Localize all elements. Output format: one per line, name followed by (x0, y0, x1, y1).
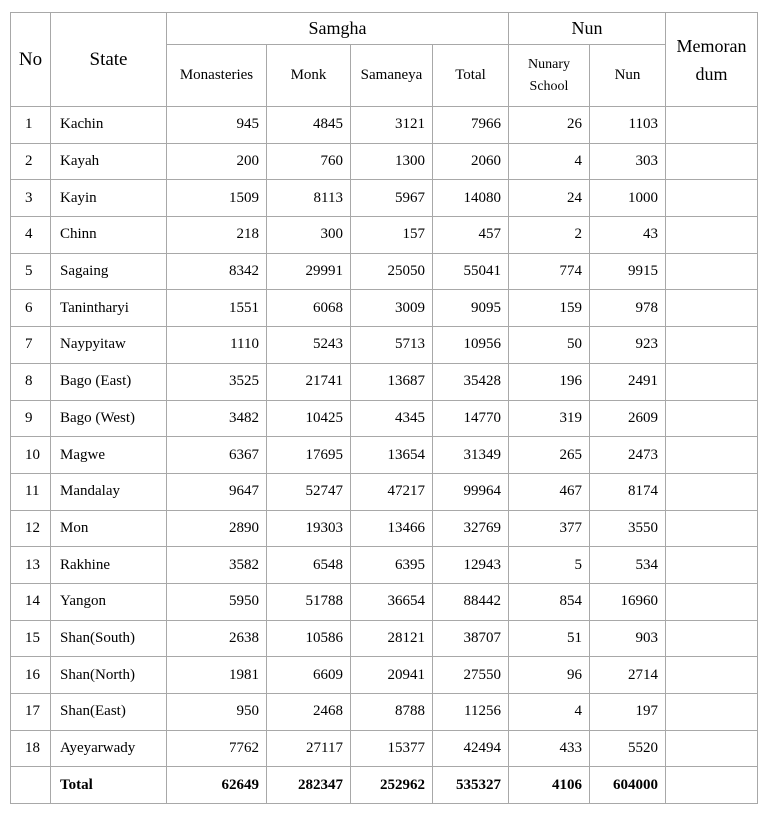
table-row (11, 253, 758, 290)
memorandum-cell (666, 290, 758, 327)
total-cell: 7966 (433, 107, 509, 144)
memorandum-cell (666, 107, 758, 144)
total-cell: 35428 (433, 363, 509, 400)
nunary-school-cell: 51 (509, 620, 590, 657)
total-cell: 2060 (433, 143, 509, 180)
row-number: 15 (11, 620, 51, 657)
nun-cell: 2609 (590, 400, 666, 437)
header-nun-group: Nun (509, 13, 666, 45)
total-cell: 14080 (433, 180, 509, 217)
nunary-school-cell: 4 (509, 143, 590, 180)
monk-cell: 10425 (267, 400, 351, 437)
monasteries-cell: 1110 (167, 327, 267, 364)
header-samaneya: Samaneya (351, 45, 433, 107)
nunary-school-cell: 265 (509, 437, 590, 474)
table-row (11, 143, 758, 180)
table-row (11, 730, 758, 767)
memorandum-cell (666, 143, 758, 180)
monk-cell: 27117 (267, 730, 351, 767)
row-number: 13 (11, 547, 51, 584)
memorandum-cell (666, 583, 758, 620)
samaneya-cell: 15377 (351, 730, 433, 767)
row-number: 8 (11, 363, 51, 400)
table-row (11, 437, 758, 474)
state-name: Magwe (51, 437, 167, 474)
samaneya-cell: 47217 (351, 473, 433, 510)
header-no: No (11, 13, 51, 107)
total-cell: 11256 (433, 694, 509, 731)
total-cell: 99964 (433, 473, 509, 510)
statistics-table-container (10, 12, 758, 804)
monasteries-cell: 1981 (167, 657, 267, 694)
nunary-school-cell: 96 (509, 657, 590, 694)
nun-cell: 1103 (590, 107, 666, 144)
header-monasteries: Monasteries (167, 45, 267, 107)
monasteries-cell: 3482 (167, 400, 267, 437)
state-name: Bago (West) (51, 400, 167, 437)
monk-cell: 4845 (267, 107, 351, 144)
totals-samaneya: 252962 (351, 767, 433, 804)
monk-cell: 19303 (267, 510, 351, 547)
monk-cell: 10586 (267, 620, 351, 657)
monasteries-cell: 1551 (167, 290, 267, 327)
monasteries-cell: 8342 (167, 253, 267, 290)
state-name: Shan(South) (51, 620, 167, 657)
header-state: State (51, 13, 167, 107)
row-number: 17 (11, 694, 51, 731)
nunary-school-cell: 4 (509, 694, 590, 731)
header-samgha-group: Samgha (167, 13, 509, 45)
total-cell: 55041 (433, 253, 509, 290)
nunary-school-cell: 854 (509, 583, 590, 620)
monk-cell: 8113 (267, 180, 351, 217)
monasteries-cell: 9647 (167, 473, 267, 510)
header-memorandum (666, 13, 758, 107)
nunary-school-cell: 24 (509, 180, 590, 217)
totals-nunary-school: 4106 (509, 767, 590, 804)
nunary-school-cell: 433 (509, 730, 590, 767)
nun-cell: 5520 (590, 730, 666, 767)
memorandum-cell (666, 473, 758, 510)
state-name: Sagaing (51, 253, 167, 290)
header-nunary-line2: School (529, 78, 569, 94)
nunary-school-cell: 159 (509, 290, 590, 327)
table-row (11, 657, 758, 694)
monk-cell: 17695 (267, 437, 351, 474)
table-row (11, 290, 758, 327)
nunary-school-cell: 377 (509, 510, 590, 547)
row-number: 9 (11, 400, 51, 437)
row-number: 11 (11, 473, 51, 510)
nun-cell: 197 (590, 694, 666, 731)
table-row (11, 107, 758, 144)
state-name: Naypyitaw (51, 327, 167, 364)
monasteries-cell: 7762 (167, 730, 267, 767)
nun-cell: 978 (590, 290, 666, 327)
totals-nun: 604000 (590, 767, 666, 804)
state-name: Ayeyarwady (51, 730, 167, 767)
header-monk: Monk (267, 45, 351, 107)
samgha-nun-statistics-table (10, 12, 758, 804)
total-cell: 9095 (433, 290, 509, 327)
monk-cell: 2468 (267, 694, 351, 731)
state-name: Kachin (51, 107, 167, 144)
monk-cell: 21741 (267, 363, 351, 400)
monasteries-cell: 2638 (167, 620, 267, 657)
state-name: Tanintharyi (51, 290, 167, 327)
state-name: Kayah (51, 143, 167, 180)
memorandum-cell (666, 437, 758, 474)
totals-row (11, 767, 758, 804)
samaneya-cell: 20941 (351, 657, 433, 694)
monasteries-cell: 6367 (167, 437, 267, 474)
total-cell: 88442 (433, 583, 509, 620)
samaneya-cell: 157 (351, 217, 433, 254)
nunary-school-cell: 467 (509, 473, 590, 510)
table-header (11, 13, 758, 107)
monk-cell: 51788 (267, 583, 351, 620)
total-cell: 32769 (433, 510, 509, 547)
state-name: Shan(North) (51, 657, 167, 694)
samaneya-cell: 28121 (351, 620, 433, 657)
table-row (11, 620, 758, 657)
nun-cell: 303 (590, 143, 666, 180)
header-nun: Nun (590, 45, 666, 107)
monasteries-cell: 2890 (167, 510, 267, 547)
header-nunary-line1: Nunary (528, 56, 570, 72)
nunary-school-cell: 50 (509, 327, 590, 364)
row-number: 2 (11, 143, 51, 180)
row-number: 18 (11, 730, 51, 767)
samaneya-cell: 25050 (351, 253, 433, 290)
totals-no-cell (11, 767, 51, 804)
monasteries-cell: 1509 (167, 180, 267, 217)
nunary-school-cell: 774 (509, 253, 590, 290)
table-row (11, 400, 758, 437)
memorandum-cell (666, 363, 758, 400)
nunary-school-cell: 319 (509, 400, 590, 437)
row-number: 4 (11, 217, 51, 254)
totals-memorandum (666, 767, 758, 804)
row-number: 6 (11, 290, 51, 327)
nun-cell: 923 (590, 327, 666, 364)
header-memorandum-line1: Memoran (676, 35, 747, 56)
nun-cell: 16960 (590, 583, 666, 620)
nun-cell: 2714 (590, 657, 666, 694)
memorandum-cell (666, 217, 758, 254)
state-name: Rakhine (51, 547, 167, 584)
row-number: 14 (11, 583, 51, 620)
totals-label: Total (51, 767, 167, 804)
memorandum-cell (666, 694, 758, 731)
nun-cell: 43 (590, 217, 666, 254)
samaneya-cell: 8788 (351, 694, 433, 731)
samaneya-cell: 13654 (351, 437, 433, 474)
row-number: 5 (11, 253, 51, 290)
monasteries-cell: 3525 (167, 363, 267, 400)
samaneya-cell: 13687 (351, 363, 433, 400)
nun-cell: 3550 (590, 510, 666, 547)
row-number: 7 (11, 327, 51, 364)
monasteries-cell: 200 (167, 143, 267, 180)
monk-cell: 760 (267, 143, 351, 180)
memorandum-cell (666, 620, 758, 657)
memorandum-cell (666, 400, 758, 437)
nun-cell: 534 (590, 547, 666, 584)
row-number: 10 (11, 437, 51, 474)
monk-cell: 6068 (267, 290, 351, 327)
state-name: Mandalay (51, 473, 167, 510)
monk-cell: 6609 (267, 657, 351, 694)
row-number: 12 (11, 510, 51, 547)
nun-cell: 8174 (590, 473, 666, 510)
total-cell: 27550 (433, 657, 509, 694)
table-row (11, 583, 758, 620)
table-row (11, 510, 758, 547)
nun-cell: 903 (590, 620, 666, 657)
memorandum-cell (666, 547, 758, 584)
state-name: Yangon (51, 583, 167, 620)
row-number: 1 (11, 107, 51, 144)
total-cell: 38707 (433, 620, 509, 657)
memorandum-cell (666, 730, 758, 767)
total-cell: 10956 (433, 327, 509, 364)
samaneya-cell: 4345 (351, 400, 433, 437)
state-name: Shan(East) (51, 694, 167, 731)
samaneya-cell: 3121 (351, 107, 433, 144)
nunary-school-cell: 26 (509, 107, 590, 144)
monk-cell: 29991 (267, 253, 351, 290)
table-row (11, 327, 758, 364)
table-row (11, 180, 758, 217)
row-number: 3 (11, 180, 51, 217)
total-cell: 457 (433, 217, 509, 254)
header-total: Total (433, 45, 509, 107)
samaneya-cell: 36654 (351, 583, 433, 620)
row-number: 16 (11, 657, 51, 694)
total-cell: 14770 (433, 400, 509, 437)
samaneya-cell: 6395 (351, 547, 433, 584)
totals-total: 535327 (433, 767, 509, 804)
nunary-school-cell: 196 (509, 363, 590, 400)
total-cell: 12943 (433, 547, 509, 584)
nun-cell: 2473 (590, 437, 666, 474)
total-cell: 31349 (433, 437, 509, 474)
samaneya-cell: 5967 (351, 180, 433, 217)
header-nunary-school (509, 45, 590, 107)
table-row (11, 473, 758, 510)
totals-monasteries: 62649 (167, 767, 267, 804)
samaneya-cell: 1300 (351, 143, 433, 180)
samaneya-cell: 5713 (351, 327, 433, 364)
table-row (11, 363, 758, 400)
monk-cell: 52747 (267, 473, 351, 510)
table-row (11, 217, 758, 254)
nun-cell: 9915 (590, 253, 666, 290)
nunary-school-cell: 5 (509, 547, 590, 584)
table-body (11, 107, 758, 804)
state-name: Chinn (51, 217, 167, 254)
monasteries-cell: 218 (167, 217, 267, 254)
monk-cell: 6548 (267, 547, 351, 584)
memorandum-cell (666, 327, 758, 364)
memorandum-cell (666, 253, 758, 290)
monasteries-cell: 950 (167, 694, 267, 731)
total-cell: 42494 (433, 730, 509, 767)
nun-cell: 2491 (590, 363, 666, 400)
monasteries-cell: 3582 (167, 547, 267, 584)
memorandum-cell (666, 510, 758, 547)
table-row (11, 694, 758, 731)
table-row (11, 547, 758, 584)
memorandum-cell (666, 180, 758, 217)
totals-monk: 282347 (267, 767, 351, 804)
samaneya-cell: 13466 (351, 510, 433, 547)
monasteries-cell: 945 (167, 107, 267, 144)
state-name: Bago (East) (51, 363, 167, 400)
state-name: Kayin (51, 180, 167, 217)
monk-cell: 300 (267, 217, 351, 254)
nun-cell: 1000 (590, 180, 666, 217)
nunary-school-cell: 2 (509, 217, 590, 254)
state-name: Mon (51, 510, 167, 547)
monk-cell: 5243 (267, 327, 351, 364)
header-memorandum-line2: dum (695, 63, 728, 84)
memorandum-cell (666, 657, 758, 694)
samaneya-cell: 3009 (351, 290, 433, 327)
monasteries-cell: 5950 (167, 583, 267, 620)
